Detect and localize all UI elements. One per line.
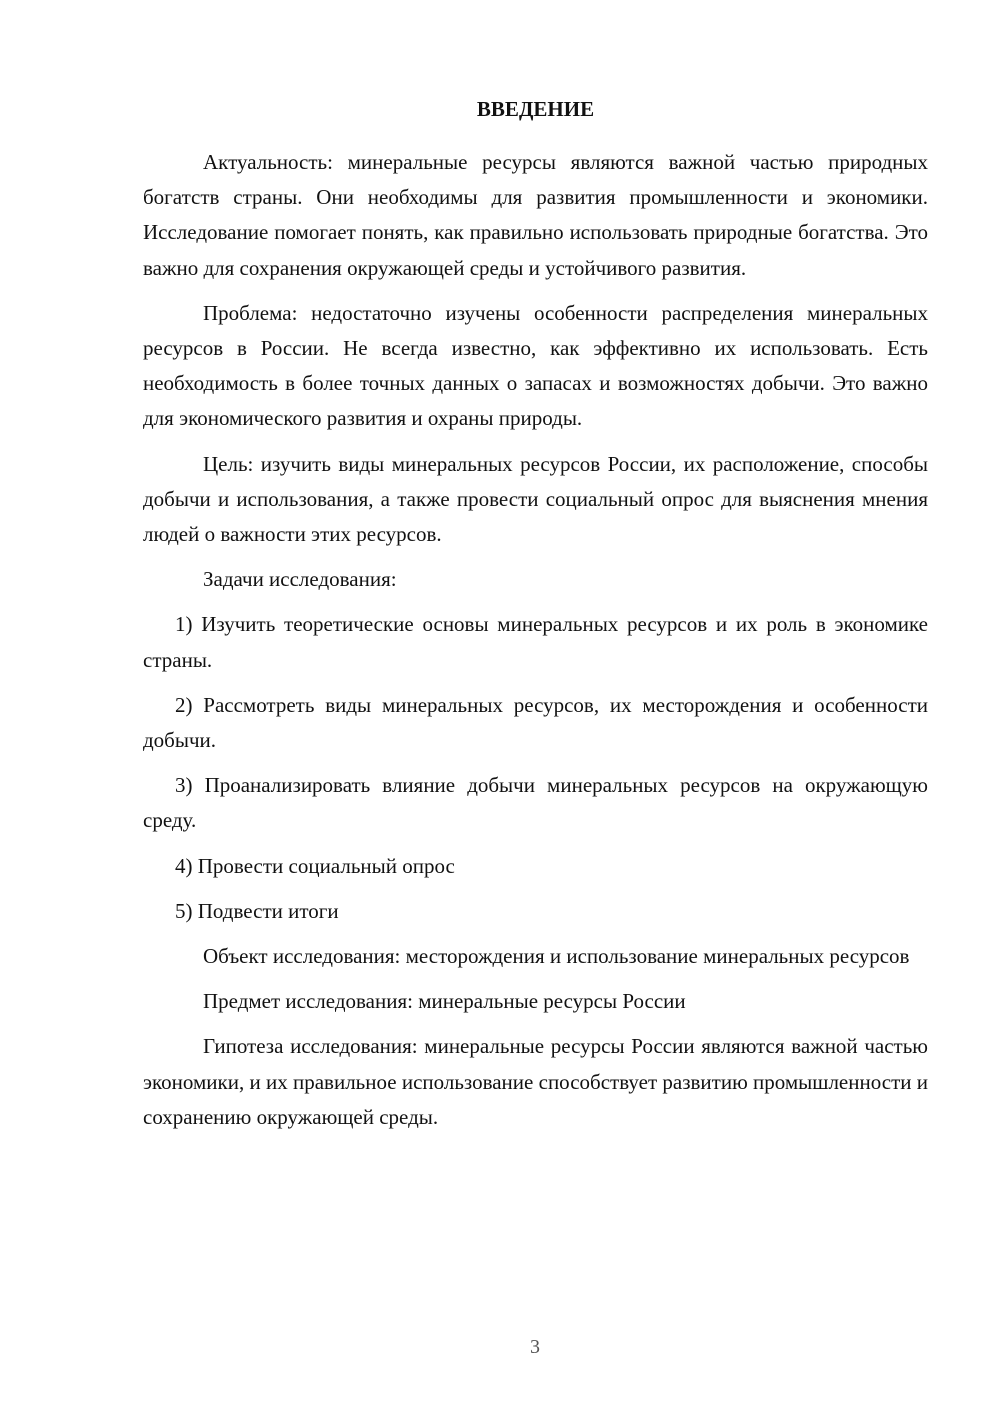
goal-paragraph: Цель: изучить виды минеральных ресурсов России, их расположение, способы добычи и использования, а также провести социальный опрос для выяснения мнения людей о важности этих ресурсов. xyxy=(143,451,928,547)
page-content xyxy=(143,92,928,1145)
page-title: ВВЕДЕНИЕ xyxy=(476,97,595,121)
tasks-heading: Задачи исследования: xyxy=(203,567,397,592)
problem-paragraph: Проблема: недостаточно изучены особенности распределения минеральных ресурсов в России. Не всегда известно, как эффективно их использовать. Есть необходимость в более точных данных о запасах и возможностях добычи. Это важно для экономического развития и охраны природы. xyxy=(143,300,928,431)
relevance-paragraph: Актуальность: минеральные ресурсы являются важной частью природных богатств страны. Они необходимы для развития промышленности и экономики. Исследование помогает понять, как правильно использовать природные богатства. Это важно для сохранения окружающей среды и устойчивого развития. xyxy=(143,150,928,280)
page-number: 3 xyxy=(530,1336,540,1358)
object-paragraph: Объект исследования: месторождения и использование минеральных ресурсов xyxy=(203,944,910,969)
task-item-5: 5) Подвести итоги xyxy=(175,898,339,923)
task-item-4: 4) Провести социальный опрос xyxy=(175,853,455,878)
task-item-1: 1) Изучить теоретические основы минеральных ресурсов и их роль в экономике страны. xyxy=(143,612,928,672)
hypothesis-paragraph: Гипотеза исследования: минеральные ресурсы России являются важной частью экономики, и их правильное использование способствует развитию промышленности и сохранению окружающей среды. xyxy=(143,1034,928,1129)
task-item-3: 3) Проанализировать влияние добычи минеральных ресурсов на окружающую среду. xyxy=(143,773,928,833)
task-item-2: 2) Рассмотреть виды минеральных ресурсов, их месторождения и особенности добычи. xyxy=(143,692,928,753)
subject-paragraph: Предмет исследования: минеральные ресурсы России xyxy=(203,989,686,1014)
